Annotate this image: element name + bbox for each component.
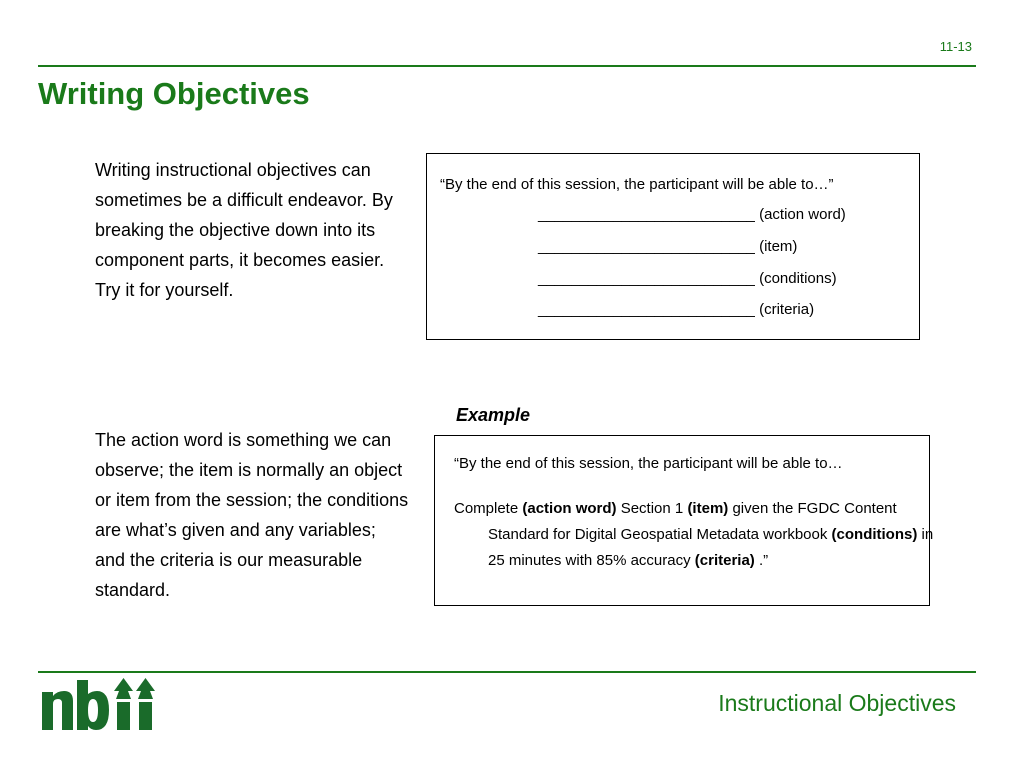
template-box [426, 153, 920, 340]
explanation-paragraph: The action word is something we can observe; the item is normally an object or item from the session; the conditions are what’s given and any variables; and the criteria is our measurable standard. [95, 430, 409, 600]
row-label: (action word) [759, 206, 846, 223]
example-quote: “By the end of this session, the participant will be able to… [454, 455, 843, 472]
intro-paragraph: Writing instructional objectives can sometimes be a difficult endeavor. By breaking the objective down into its component parts, it becomes easier. Try it for yourself. [95, 160, 393, 300]
example-criteria: (criteria) [694, 552, 755, 569]
template-row-item [538, 238, 797, 255]
example-item: (item) [687, 500, 729, 517]
example-box [434, 435, 934, 606]
example-text: Section 1 [616, 500, 688, 517]
bottom-divider [38, 671, 976, 673]
example-text: Complete [454, 500, 523, 517]
example-text: .” [754, 552, 769, 569]
slide-title: Writing Objectives [38, 76, 310, 111]
nbii-logo-graphic [40, 672, 165, 734]
nbii-logo [40, 672, 165, 739]
example-heading: Example [456, 405, 531, 425]
example-action-word: (action word) [522, 500, 617, 517]
footer-title: Instructional Objectives [718, 690, 956, 716]
template-row-criteria [538, 301, 814, 318]
blank-line: __________________________ [538, 238, 755, 255]
row-label: (criteria) [759, 301, 815, 318]
template-quote: “By the end of this session, the participant will be able to…” [440, 176, 834, 193]
template-row-action-word [538, 206, 846, 223]
page-number: 11-13 [939, 39, 972, 54]
example-conditions: (conditions) [831, 526, 918, 543]
example-text: given the FGDC Content Standard for Digital Geospatial Metadata workbook [488, 500, 897, 543]
row-label: (item) [759, 238, 798, 255]
template-row-conditions [538, 270, 837, 287]
top-divider [38, 65, 976, 67]
blank-line: __________________________ [538, 270, 755, 287]
blank-line: __________________________ [538, 301, 755, 318]
example-text: in 25 minutes with 85% accuracy [488, 526, 934, 569]
example-objective [454, 496, 938, 574]
row-label: (conditions) [759, 270, 837, 287]
blank-line: __________________________ [538, 206, 755, 223]
